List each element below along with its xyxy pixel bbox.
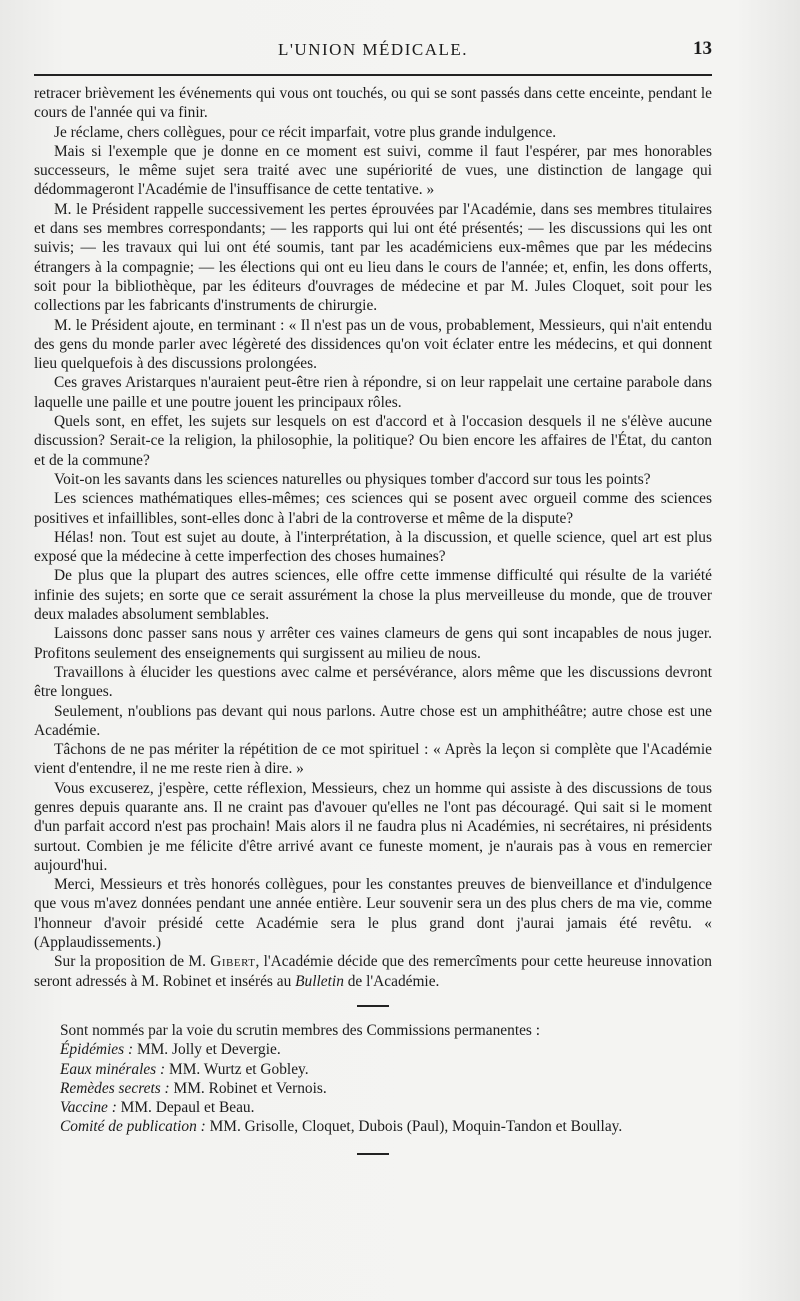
paragraph: Je réclame, chers collègues, pour ce récit imparfait, votre plus grande indulgence. <box>54 123 557 141</box>
commission-row <box>34 1098 712 1117</box>
commissions-section <box>34 1021 712 1137</box>
commission-members: MM. Jolly et Devergie. <box>133 1041 281 1059</box>
paragraph: Seulement, n'oublions pas devant qui nous parlons. Autre chose est un amphithéâtre; autre chose est une Académie. <box>34 702 712 739</box>
closing-middle: , l'Académie décide que des remercîments pour cette heureuse innovation seront adressés à M. Robinet et insérés au <box>34 953 712 990</box>
commission-members: MM. Depaul et Beau. <box>116 1099 255 1117</box>
paragraph: Travaillons à élucider les questions avec calme et persévérance, alors même que les discussions devront être longues. <box>34 663 712 701</box>
commissions-intro: Sont nommés par la voie du scrutin membres des Commissions permanentes : <box>60 1021 541 1039</box>
commission-label: Remèdes secrets : <box>60 1079 170 1097</box>
paragraph: De plus que la plupart des autres sciences, elle offre cette immense difficulté qui résulte de la variété infinie des sujets; en sorte que ce serait assurément la chose la plus merveilleuse du monde, que de trouver deux malades absolument semblables. <box>34 567 712 624</box>
paragraph: Voit-on les savants dans les sciences naturelles ou physiques tomber d'accord sur tous les points? <box>54 470 651 488</box>
paragraph: Les sciences mathématiques elles-mêmes; ces sciences qui se posent avec orgueil comme des sciences positives et infaillibles, sont-elles donc à l'abri de la controverse et même de la dispute? <box>34 490 712 527</box>
commission-row <box>34 1079 712 1098</box>
running-title: L'UNION MÉDICALE. <box>277 40 469 59</box>
paragraph: Hélas! non. Tout est sujet au doute, à l'interprétation, à la discussion, et quelle science, quel art est plus exposé que la médecine à cette imperfection des choses humaines? <box>34 528 712 566</box>
paragraph: M. le Président rappelle successivement les pertes éprouvées par l'Académie, dans ses membres titulaires et dans ses membres correspondants; — les rapports qui lui ont été présentés; — les discussions qui les ont suivis; — les travaux qui lui ont été soumis, tant par les académiciens eux-mêmes que par les médecins étrangers à la compagnie; — les élections qui ont eu lieu dans le cours de l'année; et, enfin, les dons offerts, soit pour la bibliothèque, par les éditeurs d'ouvrages de médecine et par M. Jules Cloquet, soit pour les collections par les fabricants d'instruments de chirurgie. <box>34 200 712 315</box>
commission-members: MM. Robinet et Vernois. <box>169 1079 327 1097</box>
commission-row <box>34 1117 712 1136</box>
commission-label: Vaccine : <box>60 1099 117 1117</box>
commission-label: Eaux minérales : <box>60 1060 166 1078</box>
paragraph: Merci, Messieurs et très honorés collègues, pour les constantes preuves de bienveillance et d'indulgence que vous m'avez données pendant une année entière. Leur souvenir sera un des plus chers de ma vie, comme l'honneur d'avoir présidé cette Académie sera le plus grand dont j'aurai jamais été revêtu. « (Applaudissements.) <box>34 876 712 952</box>
header-rule <box>34 74 712 76</box>
paragraph: Ces graves Aristarques n'auraient peut-être rien à répondre, si on leur rappelait une certaine parabole dans laquelle une paille et une poutre jouent les principaux rôles. <box>34 374 712 411</box>
paragraph: M. le Président ajoute, en terminant : « Il n'est pas un de vous, probablement, Messieurs, qui n'ait entendu des gens du monde parler avec légèreté des dissidences qu'on voit éclater entre les médecins, et qui donnent lieu quelquefois à des discussions prolongées. <box>34 316 712 373</box>
paragraph: Vous excuserez, j'espère, cette réflexion, Messieurs, chez un homme qui assiste à des discussions de tous genres depuis quarante ans. Il ne craint pas d'avouer qu'elles ne l'ont pas découragé. Qui sait si le moment d'un parfait accord n'est pas prochain! Mais alors il ne faudra plus ni Académies, ni secrétaires, ni présidents surtout. Combien je me félicite d'être arrivé avant ce funeste moment, je n'aurais pas à vous en remercier aujourd'hui. <box>34 779 712 874</box>
article-body <box>34 84 712 1155</box>
commission-row <box>34 1040 712 1059</box>
closing-name: Gibert <box>210 953 256 971</box>
paragraph: retracer brièvement les événements qui vous ont touchés, ou qui se sont passés dans cette enceinte, pendant le cours de l'année qui va finir. <box>34 85 712 122</box>
commission-label: Comité de publication : <box>60 1118 206 1136</box>
paragraph: Laissons donc passer sans nous y arrêter ces vaines clameurs de gens qui sont incapables de nous juger. Profitons seulement des enseignements qui surgissent au milieu de nous. <box>34 625 712 662</box>
closing-suffix: de l'Académie. <box>343 972 440 990</box>
commission-label: Épidémies : <box>60 1041 134 1059</box>
commission-members: MM. Grisolle, Cloquet, Dubois (Paul), Moquin-Tandon et Boullay. <box>205 1118 623 1136</box>
section-separator <box>357 1005 389 1007</box>
paragraph: Tâchons de ne pas mériter la répétition de ce mot spirituel : « Après la leçon si complète que l'Académie vient d'entendre, il ne me reste rien à dire. » <box>34 741 712 778</box>
page-number: 13 <box>693 38 712 59</box>
paragraph: Quels sont, en effet, les sujets sur lesquels on est d'accord et à l'occasion desquels il ne s'élève aucune discussion? Serait-ce la religion, la philosophie, la politique? Ou bien encore les affaires de l'État, du canton et de la commune? <box>34 413 712 469</box>
closing-prefix: Sur la proposition de M. <box>54 953 211 971</box>
commission-row <box>34 1060 712 1079</box>
closing-bulletin: Bulletin <box>295 972 344 990</box>
closing-paragraph <box>34 952 712 991</box>
paragraph: Mais si l'exemple que je donne en ce moment est suivi, comme il faut l'espérer, par mes honorables successeurs, le même sujet sera traité avec une supériorité de vues, une distinction de langage qui dédommageront l'Académie de l'insuffisance de cette tentative. » <box>34 142 712 199</box>
page-header <box>34 36 712 66</box>
end-rule <box>357 1153 389 1155</box>
commission-members: MM. Wurtz et Gobley. <box>165 1060 309 1078</box>
